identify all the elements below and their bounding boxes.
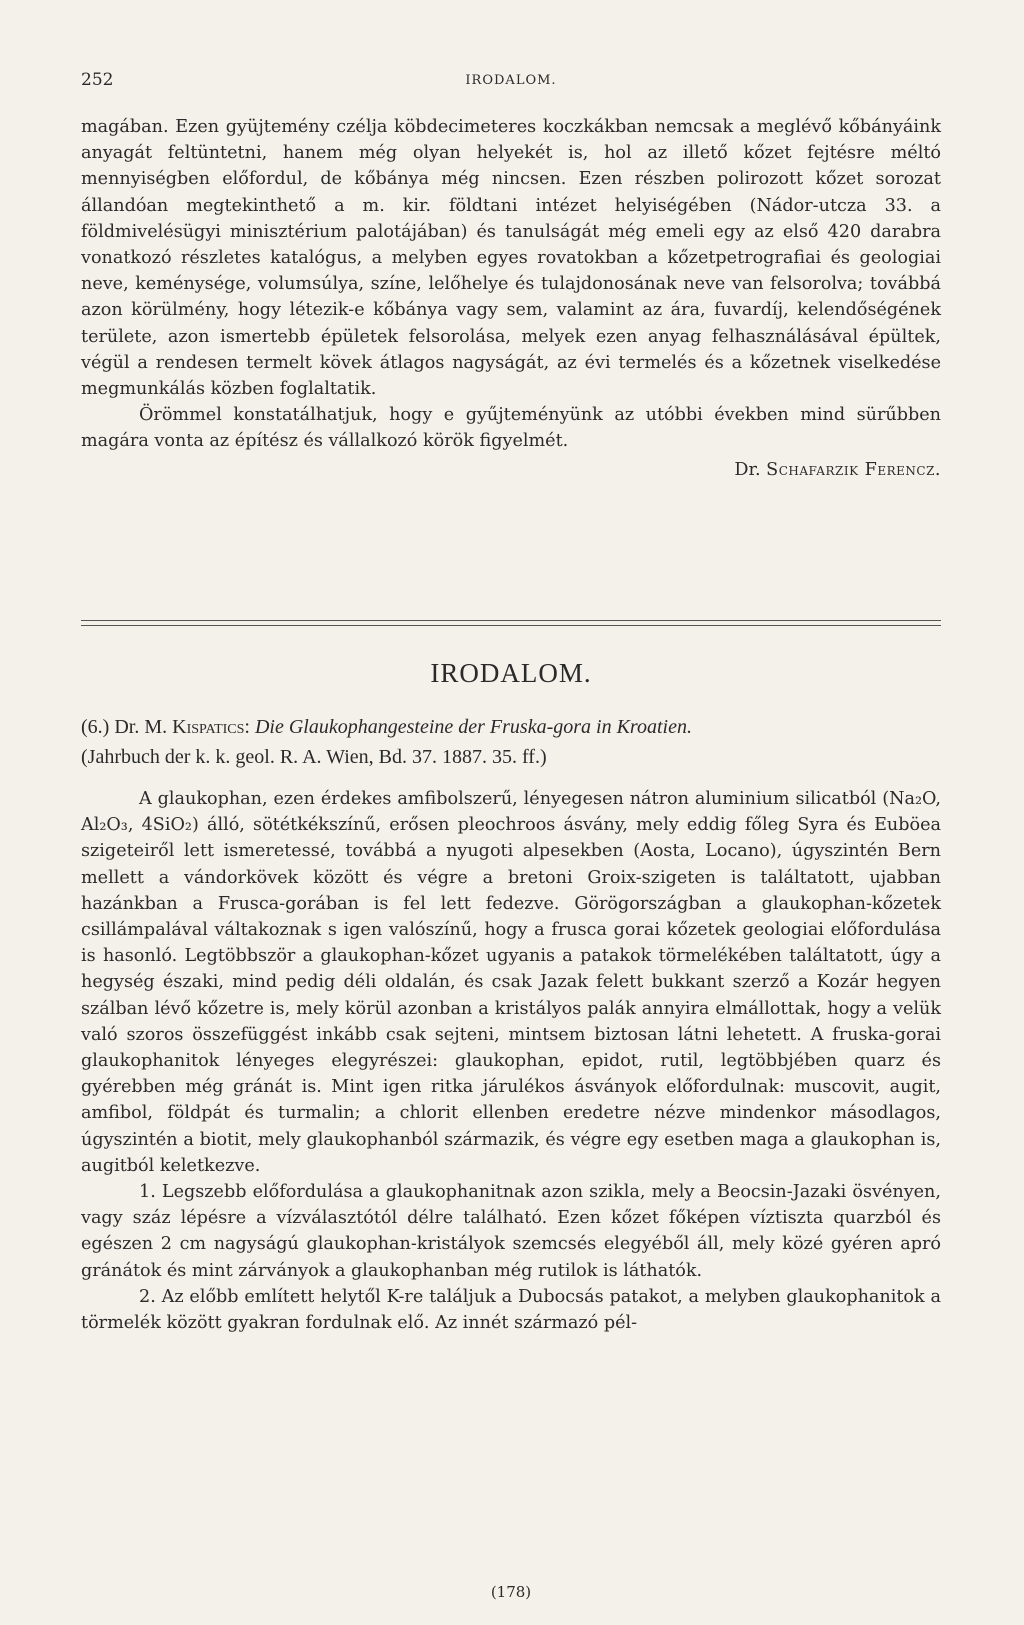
ref-author-prefix: Dr. M. [114, 716, 168, 738]
divider [81, 625, 941, 626]
ref-title: Die Glaukophangesteine der Fruska-gora in Kroatien. [254, 716, 692, 738]
divider [81, 620, 941, 621]
ref-source: (Jahrbuch der k. k. geol. R. A. Wien, Bd. 37. 1887. 35. ff.) [81, 746, 547, 768]
continuation-text [81, 114, 941, 483]
paragraph: Örömmel konstatálhatjuk, hogy e gyűjteményünk az utóbbi években mind sürűbben magára vonta az építész és vállalkozó körök figyelmét. [81, 405, 941, 452]
paragraph: magában. Ezen gyüjtemény czélja köbdecimeteres koczkákban nemcsak a meglévő kőbányáink anyagát feltüntetni, hanem még olyan helyekét is, hol az illető kőzet fejtésre méltó mennyiségben előfordul, de kőbánya még nincsen. Ezen részben polirozott kőzet sorozat állandóan megtekinthető a m. kir. földtani intézet helyiségében (Nádor-utcza 33. a földmivelésügyi minisztérium palotájában) és tanulságát még emeli egy az első 420 darabra vonatkozó részletes katalógus, a melyben egyes rovatokban a kőzetpetrografiai és geologiai neve, keménysége, volumsúlya, színe, lelőhelye és tulajdonosának neve van felsorolva; továbbá azon körülmény, hogy létezik-e kőbánya vagy sem, valamint az ára, fuvardíj, kelendőségének területe, azon ismertebb épületek felsorolása, melyek ezen anyag felhasználásával épültek, végül a rendesen termelt kövek átlagos nagyságát, az évi termelés és a kőzetnek viselkedése megmunkálás közben foglaltatik. [81, 117, 941, 400]
page-number: 252 [81, 70, 114, 90]
reference [81, 712, 941, 772]
page-code: (178) [490, 1583, 532, 1601]
article-body [81, 786, 941, 1336]
ref-number: (6.) [81, 716, 110, 738]
signature-prefix: Dr. [734, 459, 761, 480]
section-title: IRODALOM. [430, 658, 592, 688]
running-head [81, 70, 941, 96]
ref-colon: : [244, 716, 250, 738]
signature [81, 457, 941, 483]
paragraph: A glaukophan, ezen érdekes amfibolszerű, lényegesen nátron aluminium silicatból (Na₂O, Al₂O₃, 4SiO₂) álló, sötétkékszínű, erősen pleochroos ásvány, mely eddig főleg Syra és Euböea szigeteiről lett ismeretessé, továbbá a nyugoti alpesekben (Aosta, Locano), úgyszintén Bern mellett a vándorkövek között és végre a bretoni Groix-szigeten is találtatott, ujabban hazánkban a Frusca-gorában is fel lett fedezve. Görögországban a glaukophan-kőzetek csillámpalával váltakoznak s igen valószínű, hogy a frusca gorai kőzetek geologiai előfordulása is hasonló. Legtöbbször a glaukophan-kőzet ugyanis a patakok törmelékében találtatott, úgy a hegység északi, mind pedig déli oldalán, és csak Jazak felett bukkant szerző a Kozár hegyen szálban lévő kőzetre is, mely körül azonban a kristályos palák annyira elmállottak, hogy a velük való szoros összefüggést inkább csak sejteni, mintsem biztosan látni lehetett. A fruska-gorai glaukophanitok lényeges elegyrészei: glaukophan, epidot, rutil, legtöbbjében quarz és gyérebben még gránát is. Mint igen ritka járulékos ásványok előfordulnak: muscovit, augit, amfibol, földpát és turmalin; a chlorit ellenben eredetre nézve mindenkor másodlagos, úgyszintén a biotit, mely glaukophanból származik, és végre egy esetben maga a glaukophan is, augitból keletkezve. [81, 789, 941, 1176]
paragraph: 1. Legszebb előfordulása a glaukophanitnak azon szikla, mely a Beocsin-Jazaki ösvényen, vagy száz lépésre a vízválasztótól délre található. Ezen kőzet főképen víztiszta quarzból és egészen 2 cm nagyságú glaukophan-kristályok szemcsés elegyéből áll, mely közé gyéren apró gránátok és mint zárványok a glaukophanban még rutilok is láthatók. [81, 1182, 941, 1281]
signature-name: Schafarzik Ferencz. [766, 459, 941, 480]
paragraph: 2. Az előbb említett helytől K-re találjuk a Dubocsás patakot, a melyben glaukophanitok a törmelék között gyakran fordulnak elő. Az innét származó pél- [81, 1286, 941, 1334]
running-title: IRODALOM. [465, 73, 557, 88]
ref-author: Kispatics [172, 716, 245, 738]
